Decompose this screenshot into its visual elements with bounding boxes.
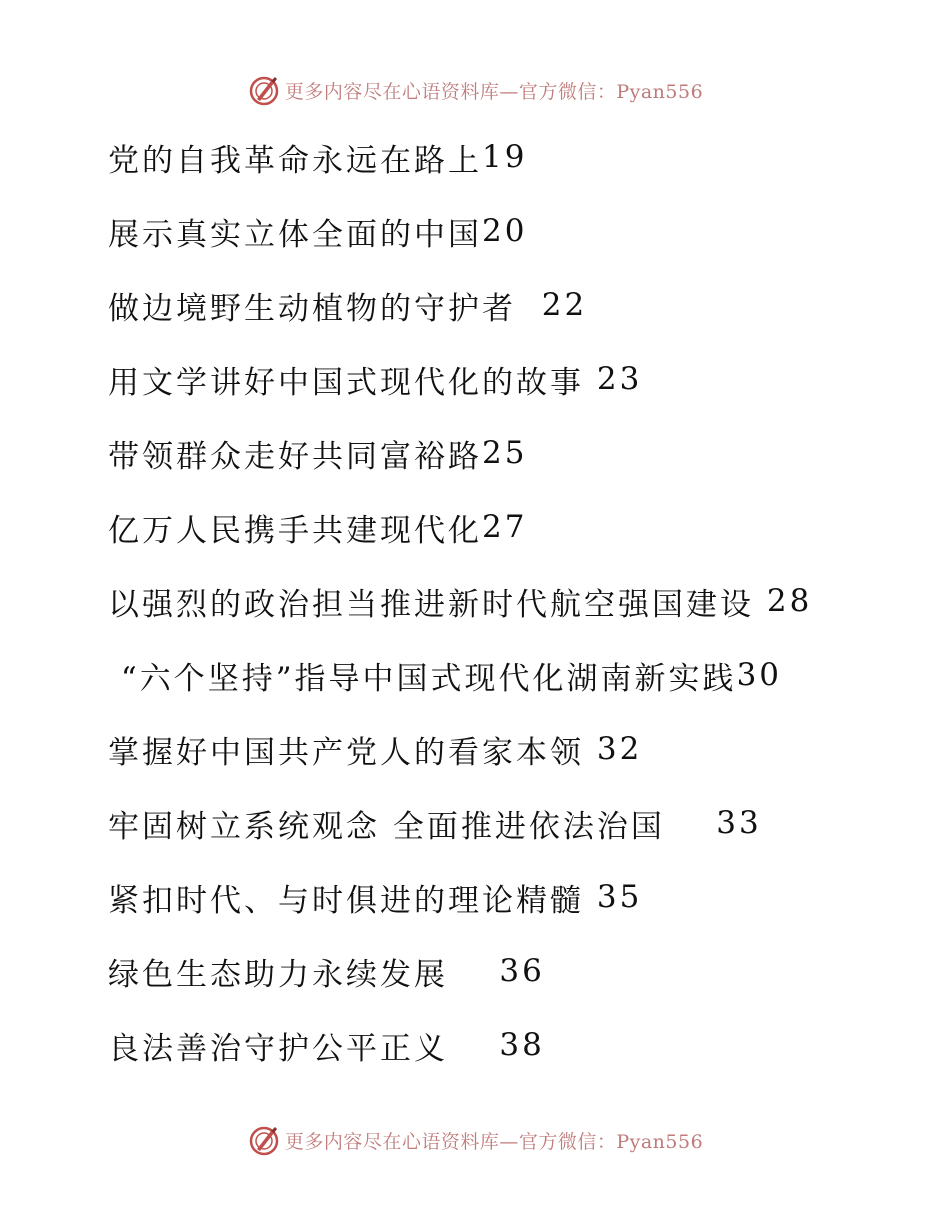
toc-entry-page: 33: [716, 805, 762, 841]
toc-entry-title: 做边境野生动植物的守护者: [108, 290, 516, 327]
toc-entry-title: 掌握好中国共产党人的看家本领: [108, 734, 584, 771]
footer-watermark: [0, 1120, 950, 1160]
pen-seal-logo-icon: [247, 1123, 281, 1157]
toc-entry-title: 用文学讲好中国式现代化的故事: [108, 364, 584, 401]
toc-entry[interactable]: [108, 712, 908, 786]
toc-entry-title: 展示真实立体全面的中国: [108, 216, 482, 253]
toc-entry-gap: [516, 287, 542, 323]
toc-entry[interactable]: [108, 416, 908, 490]
toc-entry-gap: [584, 879, 597, 915]
toc-entry[interactable]: [108, 638, 908, 712]
toc-entry-title: 以强烈的政治担当推进新时代航空强国建设: [108, 586, 754, 623]
toc-entry-page: 32: [596, 731, 643, 767]
toc-entry-page: 27: [482, 509, 528, 545]
toc-entry[interactable]: [108, 120, 908, 194]
toc-entry-title: 带领群众走好共同富裕路: [108, 438, 482, 475]
toc-entry-title: 党的自我革命永远在路上: [108, 142, 482, 179]
toc-entry-page: 38: [499, 1027, 545, 1063]
toc-entry-gap: [448, 1027, 499, 1063]
toc-entry-page: 30: [736, 657, 783, 693]
toc-entry[interactable]: [108, 194, 908, 268]
toc-entry-gap: [665, 805, 716, 841]
toc-entry-page: 35: [596, 879, 643, 915]
table-of-contents: [108, 120, 908, 1082]
toc-entry[interactable]: [108, 934, 908, 1008]
toc-entry[interactable]: [108, 490, 908, 564]
toc-entry[interactable]: [108, 860, 908, 934]
watermark-text: 更多内容尽在心语资料库—官方微信：Pyan556: [284, 80, 704, 103]
toc-entry-title: 良法善治守护公平正义: [108, 1030, 448, 1067]
toc-entry-page: 28: [766, 583, 813, 619]
pen-seal-logo-icon: [247, 73, 281, 107]
toc-entry-title: “六个坚持”指导中国式现代化湖南新实践: [108, 660, 737, 697]
toc-entry-page: 23: [596, 361, 643, 397]
toc-entry-page: 36: [499, 953, 545, 989]
toc-entry-gap: [584, 731, 597, 767]
toc-entry[interactable]: [108, 342, 908, 416]
toc-entry[interactable]: [108, 786, 908, 860]
header-watermark: [0, 70, 950, 110]
toc-entry-title: 绿色生态助力永续发展: [108, 956, 448, 993]
toc-entry-page: 20: [482, 213, 528, 249]
toc-entry-page: 19: [482, 139, 528, 175]
toc-entry-page: 22: [541, 287, 588, 323]
watermark-text: 更多内容尽在心语资料库—官方微信：Pyan556: [284, 1130, 704, 1153]
toc-entry-gap: [448, 953, 499, 989]
toc-entry-title: 亿万人民携手共建现代化: [108, 512, 482, 549]
toc-entry[interactable]: [108, 268, 908, 342]
toc-entry[interactable]: [108, 564, 908, 638]
toc-entry-page: 25: [482, 435, 528, 471]
toc-entry-gap: [754, 583, 767, 619]
toc-entry-title: 牢固树立系统观念 全面推进依法治国: [108, 808, 665, 845]
toc-entry-gap: [584, 361, 597, 397]
toc-entry-title: 紧扣时代、与时俱进的理论精髓: [108, 882, 584, 919]
toc-entry[interactable]: [108, 1008, 908, 1082]
